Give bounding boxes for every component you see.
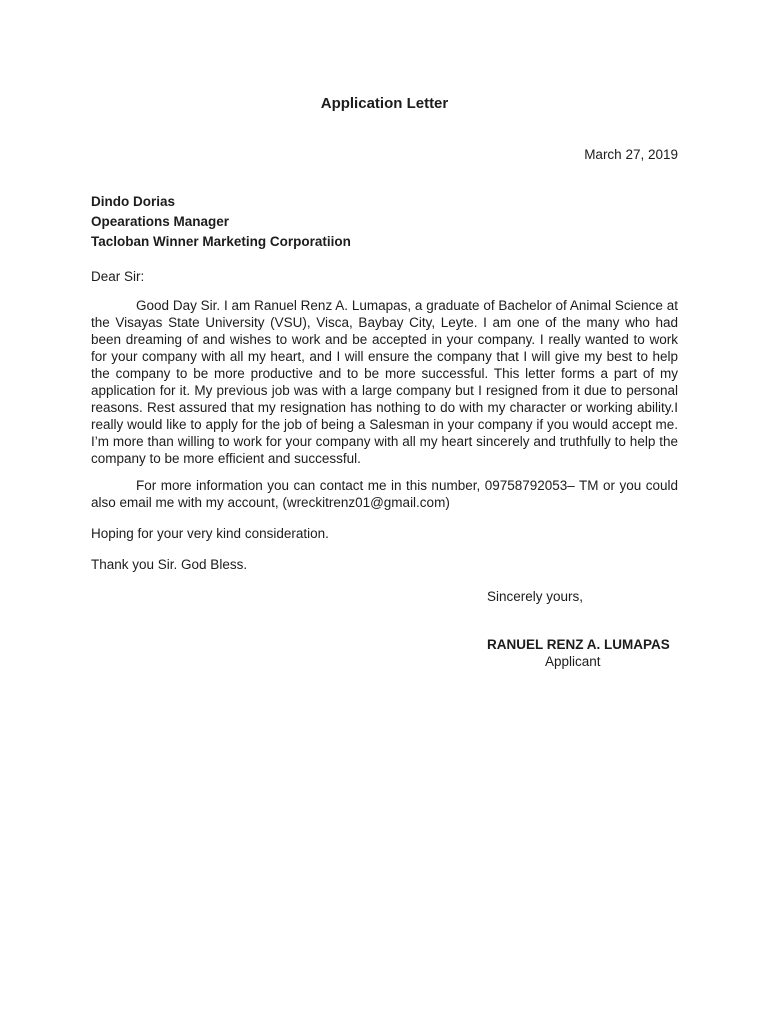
closing-line-1: Hoping for your very kind consideration. [91, 526, 329, 541]
signature-name: RANUEL RENZ A. LUMAPAS [487, 637, 670, 652]
signoff: Sincerely yours, [487, 589, 584, 604]
recipient-block [91, 192, 678, 252]
salutation: Dear Sir: [91, 269, 145, 284]
signature-block [487, 588, 678, 670]
body-paragraph-2: For more information you can contact me in this number, 09758792053– TM or you could also email me with my account, (wreckitrenz01@gmail.com) [91, 478, 678, 510]
body-paragraph-1: Good Day Sir. I am Ranuel Renz A. Lumapas, a graduate of Bachelor of Animal Science at the Visayas State University (VSU), Visca, Baybay City, Leyte. I am one of the many who had been dreaming of and wishes to work and be accepted in your company. I really wanted to work for your company with all my heart, and I will ensure the company that I will give my best to help the company to be more productive and to be more successful. This letter forms a part of my application for it. My previous job was with a large company but I resigned from it due to personal reasons. Rest assured that my resignation has nothing to do with my character or working ability.I really would like to apply for the job of being a Salesman in your company if you would accept me. I’m more than willing to work for your company with all my heart sincerely and truthfully to help the company to be more efficient and successful. [91, 298, 678, 466]
recipient-position: Opearations Manager [91, 214, 230, 229]
signature-title: Applicant [545, 654, 601, 669]
closing-line-2: Thank you Sir. God Bless. [91, 557, 248, 572]
letter-title: Application Letter [320, 95, 449, 112]
recipient-company: Tacloban Winner Marketing Corporatiion [91, 234, 351, 249]
letter-date: March 27, 2019 [584, 147, 678, 162]
recipient-name: Dindo Dorias [91, 194, 176, 209]
